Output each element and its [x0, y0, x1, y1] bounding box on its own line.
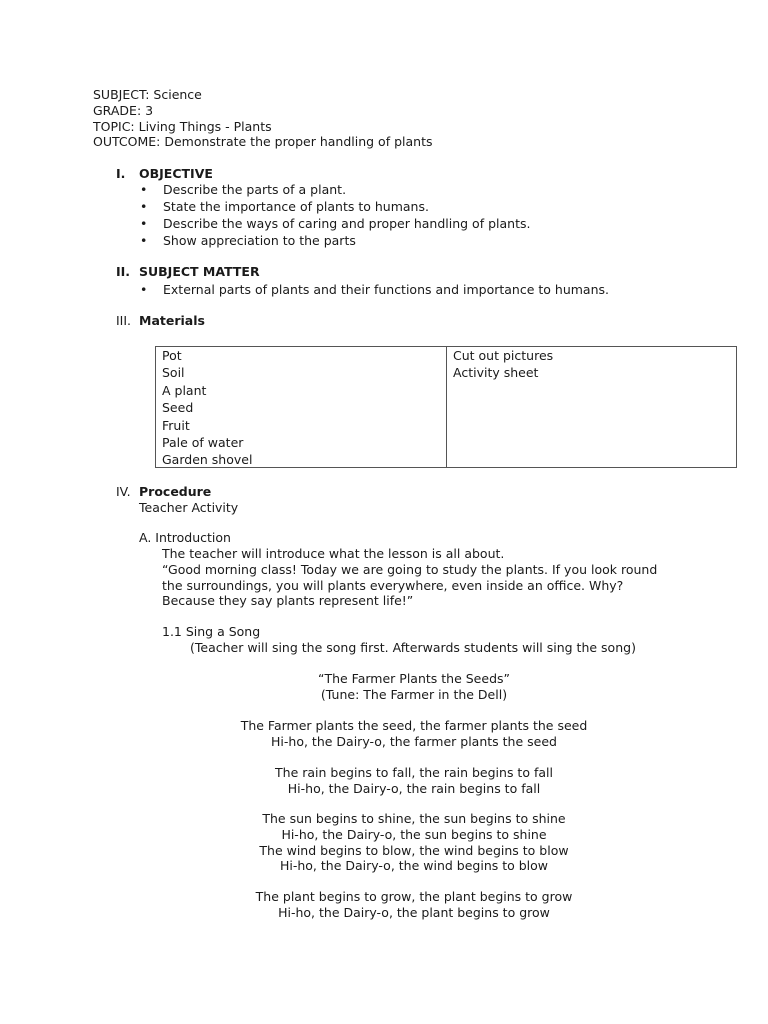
objective-heading [116, 166, 213, 182]
list-item: • Describe the ways of caring and proper handling of plants. [140, 216, 531, 231]
song-line: Hi-ho, the Dairy-o, the rain begins to fall [287, 780, 541, 796]
subject-matter-number: II. [116, 264, 131, 279]
table-cell: Activity sheet [453, 365, 539, 381]
subject-matter-title: SUBJECT MATTER [139, 264, 260, 279]
bullet-icon: • [140, 216, 148, 231]
subject-matter-list [139, 282, 609, 299]
table-cell: Seed [162, 400, 194, 416]
materials-title: Materials [139, 313, 205, 328]
song-line: The sun begins to shine, the sun begins to shine [262, 811, 566, 826]
paragraph-line: Because they say plants represent life!” [162, 593, 414, 609]
materials-right-column [447, 347, 736, 467]
table-cell: Soil [162, 365, 185, 381]
song-title-block [0, 671, 768, 703]
paragraph-line: The teacher will introduce what the lesson is all about. [162, 546, 505, 561]
materials-left-column [156, 347, 447, 467]
song-line: The plant begins to grow, the plant begins to grow [255, 889, 573, 904]
song-line: Hi-ho, the Dairy-o, the wind begins to blow [279, 858, 549, 874]
subject-line: SUBJECT: Science [93, 87, 202, 102]
paragraph-line: the surroundings, you will plants everywhere, even inside an office. Why? [162, 577, 624, 593]
song-line: Hi-ho, the Dairy-o, the farmer plants the seed [271, 733, 557, 749]
list-item: • State the importance of plants to humans. [140, 199, 429, 214]
outcome-line: OUTCOME: Demonstrate the proper handling of plants [93, 134, 433, 150]
materials-number: III. [116, 313, 132, 328]
list-item: • External parts of plants and their functions and importance to humans. [140, 282, 609, 297]
bullet-icon: • [140, 182, 148, 197]
song-verse-1 [0, 718, 768, 750]
procedure-subtitle: Teacher Activity [139, 500, 239, 515]
procedure-number: IV. [116, 484, 131, 499]
objective-title: OBJECTIVE [139, 166, 213, 181]
table-cell: Garden shovel [162, 452, 253, 468]
song-line: The Farmer plants the seed, the farmer plants the seed [240, 718, 588, 733]
procedure-title: Procedure [139, 484, 212, 499]
intro-text [162, 546, 657, 609]
song-verse-4 [0, 889, 768, 921]
topic-line: TOPIC: Living Things - Plants [93, 118, 272, 134]
materials-heading [116, 313, 205, 329]
intro-heading: A. Introduction [139, 530, 231, 545]
sing-heading: 1.1 Sing a Song [162, 624, 261, 639]
list-item: • Describe the parts of a plant. [140, 182, 347, 197]
song-verse-3 [0, 811, 768, 874]
materials-table [155, 346, 737, 468]
bullet-icon: • [140, 282, 148, 297]
objective-list [139, 182, 530, 250]
paragraph-line: “Good morning class! Today we are going to study the plants. If you look round [162, 561, 658, 577]
lesson-header [93, 87, 432, 150]
song-line: Hi-ho, the Dairy-o, the sun begins to shine [281, 826, 547, 842]
table-cell: Pot [162, 348, 182, 363]
objective-number: I. [116, 166, 126, 181]
bullet-icon: • [140, 233, 148, 248]
bullet-icon: • [140, 199, 148, 214]
table-cell: Pale of water [162, 434, 244, 450]
list-item: • Show appreciation to the parts [140, 233, 356, 248]
subject-matter-heading [116, 264, 260, 280]
song-verse-2 [0, 765, 768, 797]
song-line: The wind begins to blow, the wind begins to blow [259, 842, 569, 858]
table-cell: A plant [162, 382, 207, 398]
song-tune: (Tune: The Farmer in the Dell) [320, 686, 508, 702]
table-cell: Cut out pictures [453, 348, 554, 363]
table-cell: Fruit [162, 417, 190, 433]
song-title: “The Farmer Plants the Seeds” [317, 671, 510, 686]
song-line: The rain begins to fall, the rain begins to fall [275, 765, 553, 780]
procedure-heading [116, 484, 211, 500]
sing-note: (Teacher will sing the song first. Afterwards students will sing the song) [190, 640, 636, 655]
grade-line: GRADE: 3 [93, 102, 154, 118]
song-line: Hi-ho, the Dairy-o, the plant begins to grow [278, 904, 550, 920]
